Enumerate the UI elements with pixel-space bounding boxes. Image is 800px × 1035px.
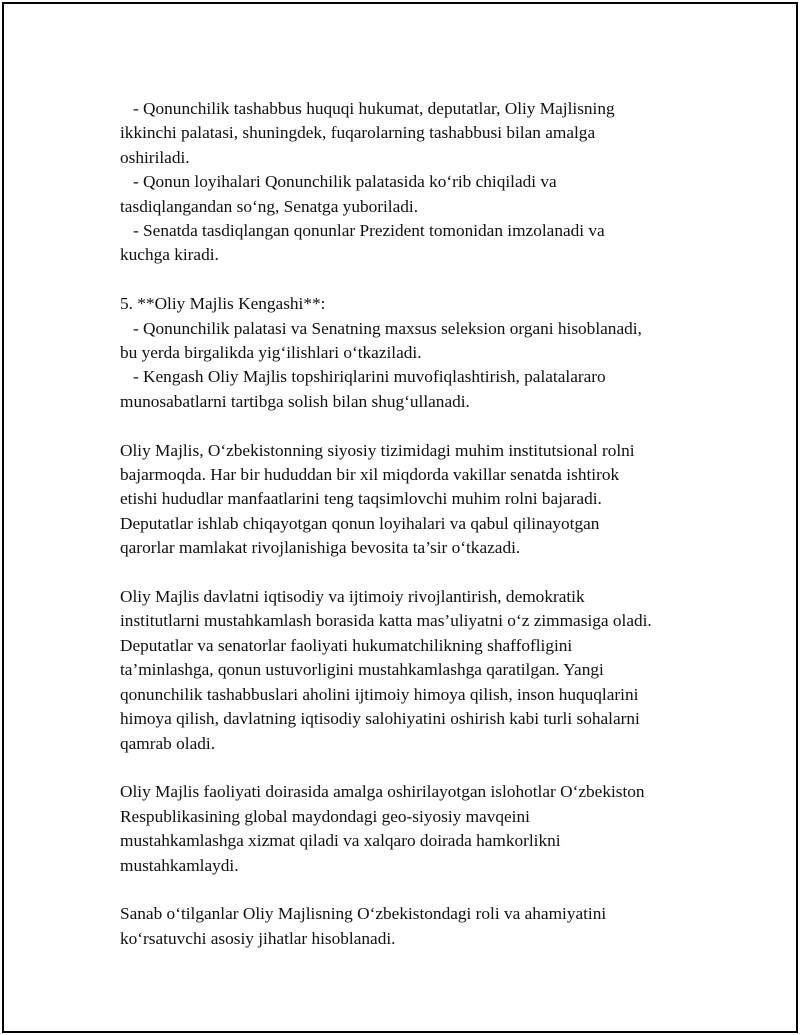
- paragraph-gap: [120, 268, 720, 292]
- text-line: bu yerda birgalikda yig‘ilishlari o‘tkaziladi.: [120, 343, 422, 363]
- section-heading: 5. **Oliy Majlis Kengashi**:: [120, 294, 326, 314]
- text-line: Oliy Majlis davlatni iqtisodiy va ijtimoiy rivojlantirish, demokratik: [120, 587, 585, 607]
- text-line: Oliy Majlis, O‘zbekistonning siyosiy tizimidagi muhim institutsional rolni: [120, 440, 635, 460]
- text-line: Deputatlar ishlab chiqayotgan qonun loyihalari va qabul qilinayotgan: [120, 513, 600, 533]
- text-line: - Senatda tasdiqlangan qonunlar Prezident tomonidan imzolanadi va: [120, 221, 605, 241]
- text-line: bajarmoqda. Har bir hududdan bir xil miqdorda vakillar senatda ishtirok: [120, 465, 620, 485]
- text-line: mustahkamlashga xizmat qiladi va xalqaro doirada hamkorlikni: [120, 831, 561, 851]
- text-line: Oliy Majlis faoliyati doirasida amalga oshirilayotgan islohotlar O‘zbekiston: [120, 782, 645, 802]
- text-line: mustahkamlaydi.: [120, 855, 239, 875]
- text-line: Sanab o‘tilganlar Oliy Majlisning O‘zbekistondagi roli va ahamiyatini: [120, 904, 607, 924]
- text-line: ikkinchi palatasi, shuningdek, fuqarolarning tashabbusi bilan amalga: [120, 123, 596, 143]
- text-line: oshiriladi.: [120, 147, 190, 167]
- paragraph-gap: [120, 414, 720, 438]
- paragraph-gap: [120, 878, 720, 902]
- text-line: qarorlar mamlakat rivojlanishiga bevosita ta’sir o‘tkazadi.: [120, 538, 521, 558]
- text-line: kuchga kiradi.: [120, 245, 219, 265]
- text-line: etishi hududlar manfaatlarini teng taqsimlovchi muhim rolni bajaradi.: [120, 489, 602, 509]
- text-line: himoya qilish, davlatning iqtisodiy salohiyatini oshirish kabi turli sohalarni: [120, 709, 640, 729]
- text-line: Deputatlar va senatorlar faoliyati hukumatchilikning shaffofligini: [120, 635, 573, 655]
- text-line: ko‘rsatuvchi asosiy jihatlar hisoblanadi.: [120, 928, 396, 948]
- text-line: tasdiqlangandan so‘ng, Senatga yuboriladi.: [120, 196, 419, 216]
- text-line: qamrab oladi.: [120, 733, 216, 753]
- paragraph-procedure: [120, 97, 720, 268]
- paragraph-gap: [120, 561, 720, 585]
- text-line: - Qonun loyihalari Qonunchilik palatasida ko‘rib chiqiladi va: [120, 172, 557, 192]
- text-line: ta’minlashga, qonun ustuvorligini mustahkamlashga qaratilgan. Yangi: [120, 660, 604, 680]
- text-line: - Qonunchilik tashabbus huquqi hukumat, deputatlar, Oliy Majlisning: [120, 99, 615, 118]
- document-body: [120, 97, 720, 951]
- paragraph-role: [120, 439, 720, 561]
- paragraph-kengash: [120, 292, 720, 414]
- page-frame: [2, 2, 798, 1033]
- text-line: munosabatlarni tartibga solish bilan shug‘ullanadi.: [120, 391, 470, 411]
- paragraph-gap: [120, 756, 720, 780]
- text-line: qonunchilik tashabbuslari aholini ijtimoiy himoya qilish, inson huquqlarini: [120, 684, 639, 704]
- paragraph-development: [120, 585, 720, 756]
- paragraph-conclusion: [120, 902, 720, 951]
- text-line: Respublikasining global maydondagi geo-siyosiy mavqeini: [120, 806, 530, 826]
- paragraph-reforms: [120, 780, 720, 878]
- text-line: - Qonunchilik palatasi va Senatning maxsus seleksion organi hisoblanadi,: [120, 318, 642, 338]
- text-line: institutlarni mustahkamlash borasida katta mas’uliyatni o‘z zimmasiga oladi.: [120, 611, 652, 631]
- text-line: - Kengash Oliy Majlis topshiriqlarini muvofiqlashtirish, palatalararo: [120, 367, 606, 387]
